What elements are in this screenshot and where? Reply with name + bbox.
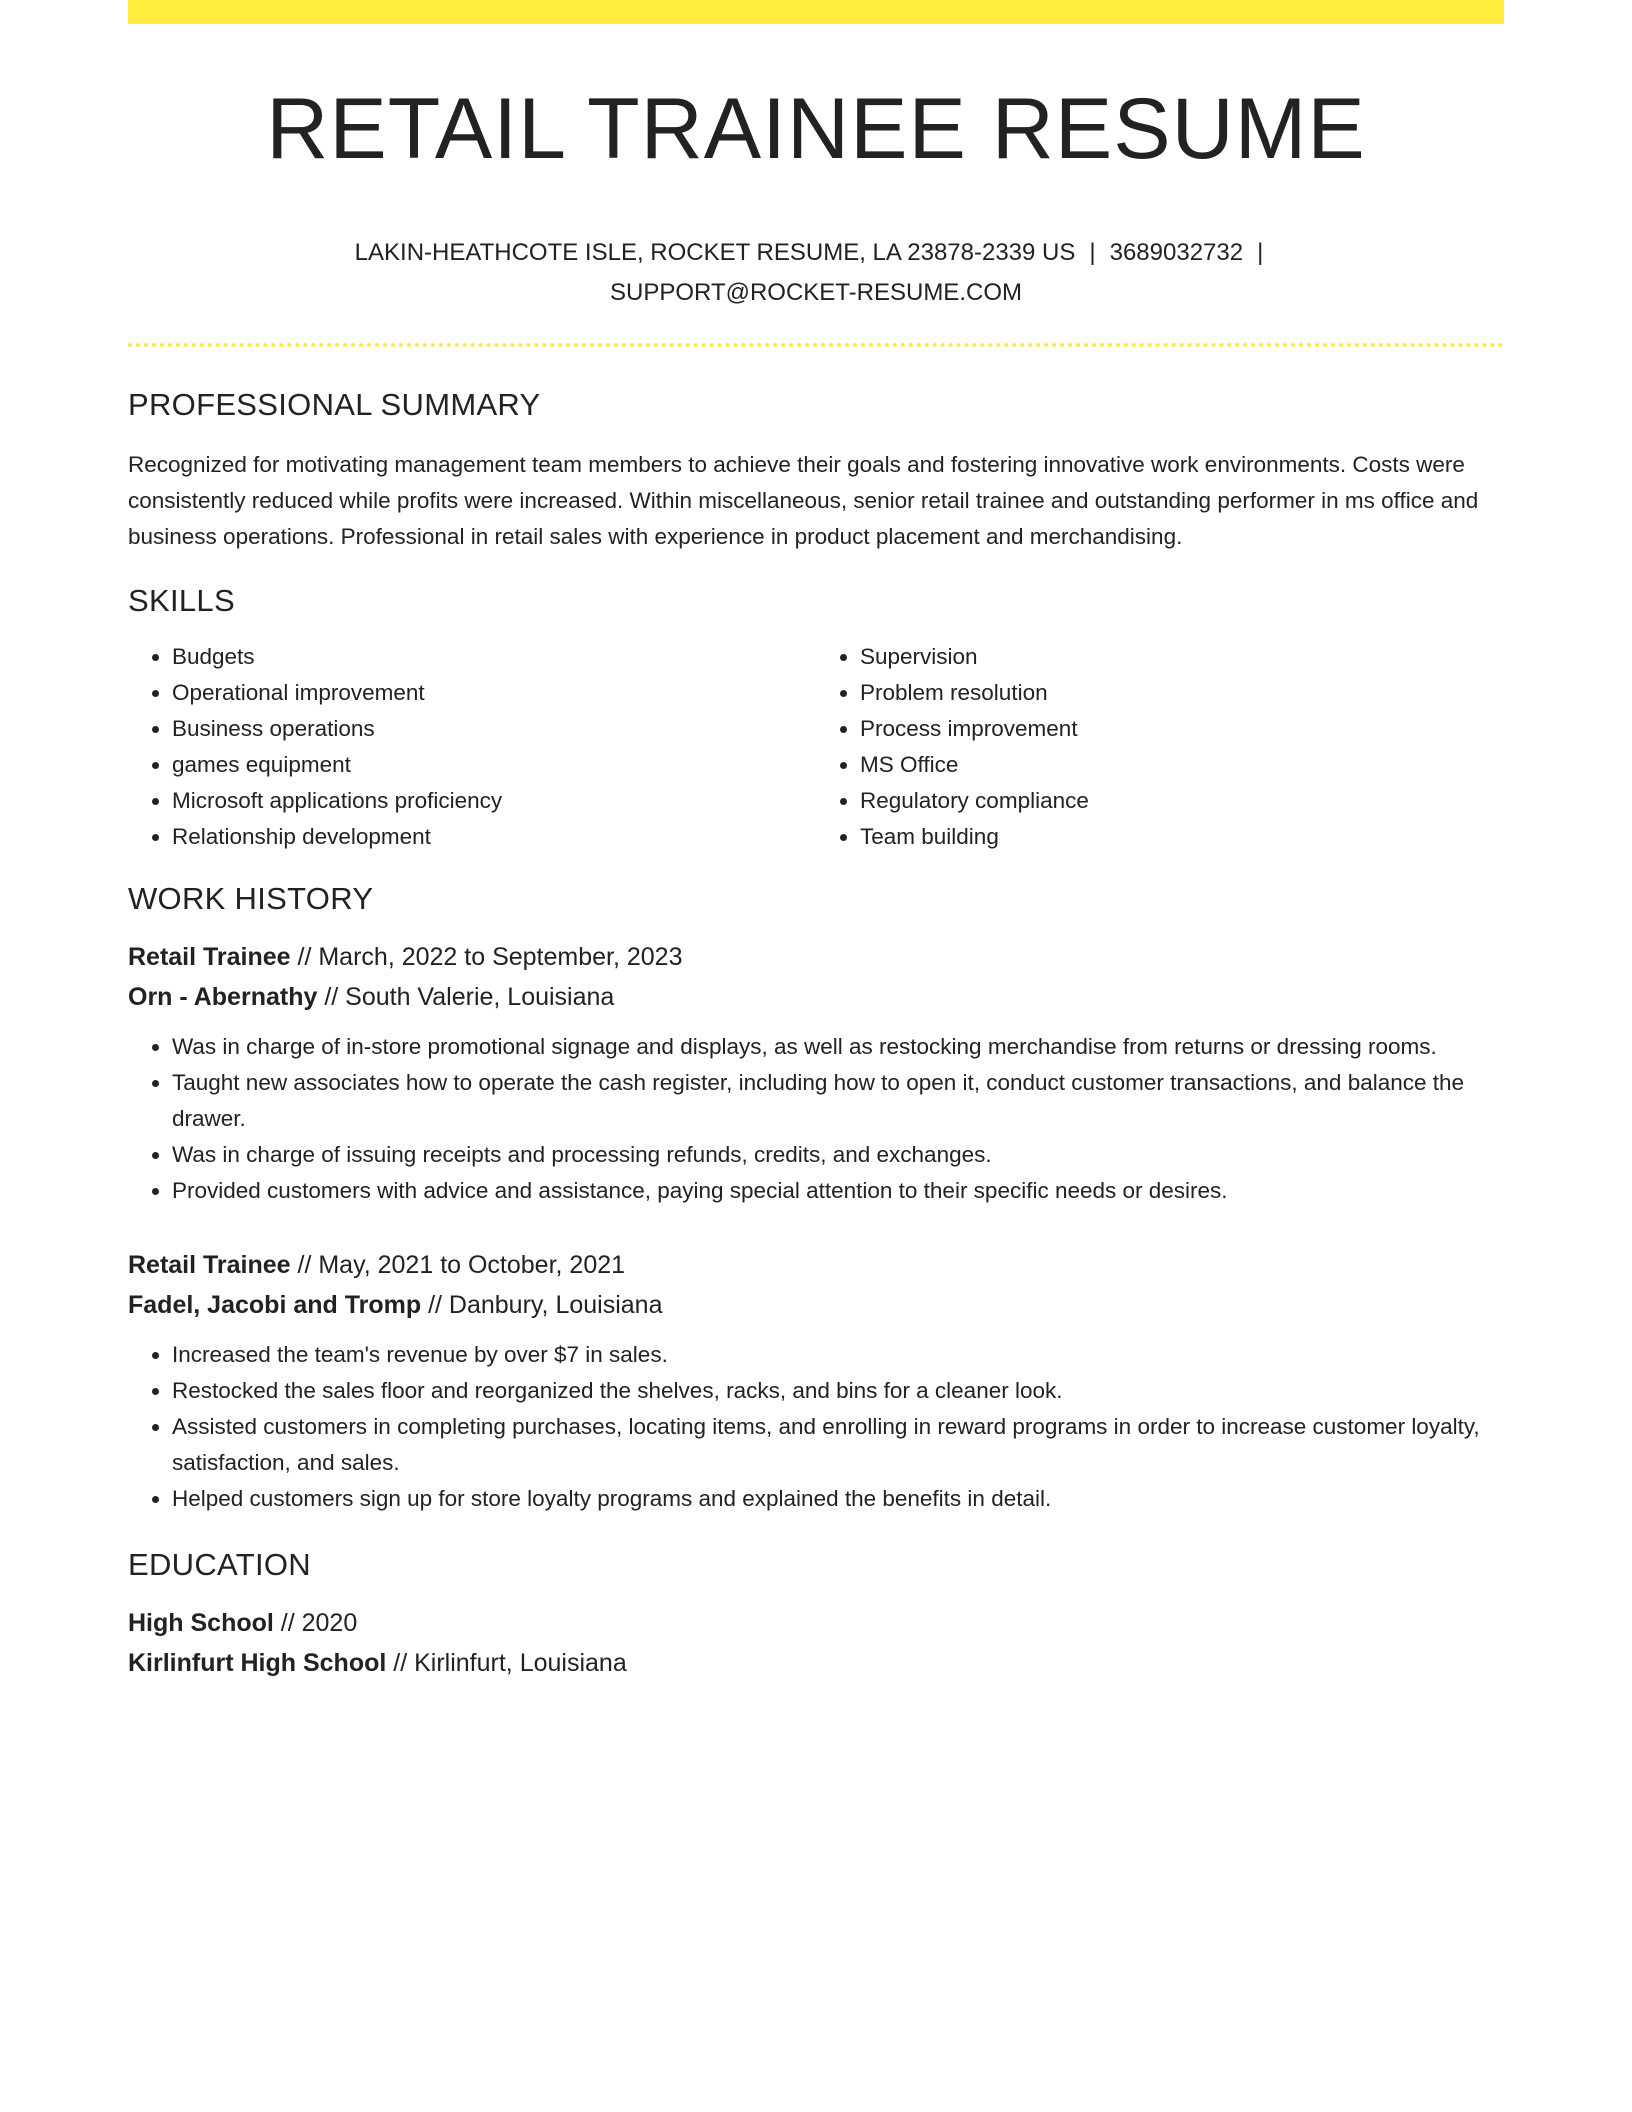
contact-phone: 3689032732 — [1109, 238, 1244, 266]
skills-column-left — [128, 639, 816, 855]
job-company: Orn - Abernathy — [128, 982, 318, 1011]
job-bullet: • Restocked the sales floor and reorganized the shelves, racks, and bins for a cleaner look. — [172, 1373, 1504, 1409]
section-heading-work-history: WORK HISTORY — [128, 880, 374, 916]
education-entry — [128, 1603, 1504, 1683]
job-bullet: • Increased the team's revenue by over $7 in sales. — [172, 1337, 1504, 1373]
contact-info — [128, 233, 1504, 313]
job-entry — [128, 1245, 1504, 1517]
education-location: // Kirlinfurt, Louisiana — [386, 1648, 627, 1677]
skills-column-right — [816, 639, 1504, 855]
job-bullet: • Helped customers sign up for store loyalty programs and explained the benefits in detail. — [172, 1481, 1504, 1517]
job-bullet: • Was in charge of issuing receipts and processing refunds, credits, and exchanges. — [172, 1137, 1504, 1173]
job-dates: // March, 2022 to September, 2023 — [290, 942, 683, 971]
job-bullet: • Was in charge of in-store promotional signage and displays, as well as restocking merchandise from returns or dressing rooms. — [172, 1029, 1504, 1065]
job-title-line — [128, 937, 1504, 977]
skill-item: • Problem resolution — [860, 675, 1504, 711]
education-school: Kirlinfurt High School — [128, 1648, 387, 1677]
resume-title: RETAIL TRAINEE RESUME — [266, 81, 1366, 177]
job-location: // South Valerie, Louisiana — [317, 982, 615, 1011]
job-bullets — [128, 1337, 1504, 1517]
job-bullet: • Provided customers with advice and assistance, paying special attention to their specific needs or desires. — [172, 1173, 1504, 1209]
job-dates: // May, 2021 to October, 2021 — [290, 1250, 626, 1279]
job-location: // Danbury, Louisiana — [421, 1290, 663, 1319]
skill-item: • Budgets — [172, 639, 816, 675]
education-year: // 2020 — [273, 1608, 358, 1637]
skill-item: • Operational improvement — [172, 675, 816, 711]
job-title: Retail Trainee — [128, 1250, 291, 1279]
job-title: Retail Trainee — [128, 942, 291, 971]
skill-item: • games equipment — [172, 747, 816, 783]
skill-item: • Regulatory compliance — [860, 783, 1504, 819]
skill-item: • Process improvement — [860, 711, 1504, 747]
contact-address: LAKIN-HEATHCOTE ISLE, ROCKET RESUME, LA 23878-2339 US — [354, 238, 1076, 266]
accent-bar — [128, 0, 1504, 24]
skill-item: • Microsoft applications proficiency — [172, 783, 816, 819]
contact-separator: | — [1089, 238, 1096, 266]
job-bullet: • Assisted customers in completing purchases, locating items, and enrolling in reward programs in order to increase customer loyalty, satisfaction, and sales. — [172, 1409, 1504, 1481]
skill-item: • Supervision — [860, 639, 1504, 675]
skill-item: • MS Office — [860, 747, 1504, 783]
job-bullet: • Taught new associates how to operate the cash register, including how to open it, conduct customer transactions, and balance the drawer. — [172, 1065, 1504, 1137]
job-company-line — [128, 977, 1504, 1017]
contact-line-2 — [128, 273, 1504, 313]
education-degree: High School — [128, 1608, 274, 1637]
section-heading-skills: SKILLS — [128, 582, 235, 618]
job-company: Fadel, Jacobi and Tromp — [128, 1290, 422, 1319]
contact-line-1 — [128, 233, 1504, 273]
summary-text: Recognized for motivating management team members to achieve their goals and fostering innovative work environments. Costs were consistently reduced while profits were increased. Within miscellaneous, senior retail trainee and outstanding performer in ms office and business operations. Professional in retail sales with experience in product placement and merchandising. — [128, 451, 1479, 549]
job-title-line — [128, 1245, 1504, 1285]
job-entry — [128, 937, 1504, 1209]
section-heading-summary: PROFESSIONAL SUMMARY — [128, 386, 541, 422]
education-degree-line — [128, 1603, 1504, 1643]
dotted-divider — [128, 343, 1504, 347]
contact-separator: | — [1257, 238, 1264, 266]
resume-page — [128, 0, 1504, 1683]
job-bullets — [128, 1029, 1504, 1209]
skill-item: • Business operations — [172, 711, 816, 747]
education-school-line — [128, 1643, 1504, 1683]
job-company-line — [128, 1285, 1504, 1325]
skill-item: • Team building — [860, 819, 1504, 855]
contact-email: SUPPORT@ROCKET-RESUME.COM — [610, 278, 1022, 306]
skill-item: • Relationship development — [172, 819, 816, 855]
skills-list — [128, 639, 1504, 855]
section-heading-education: EDUCATION — [128, 1546, 311, 1582]
